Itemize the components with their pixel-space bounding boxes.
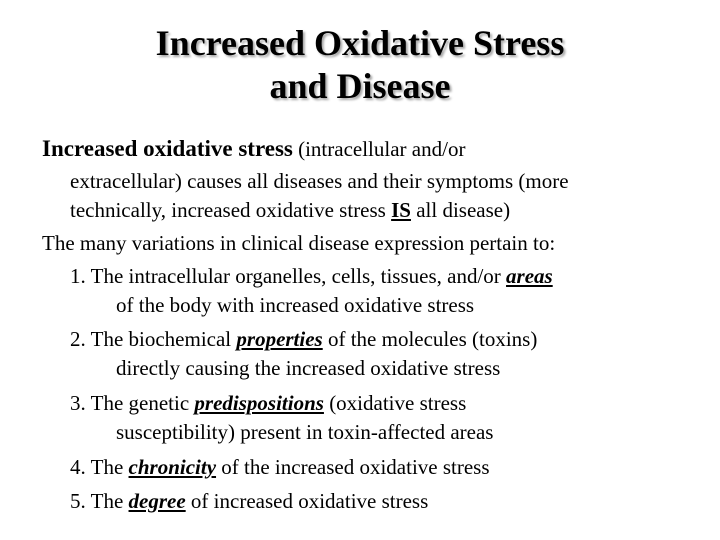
slide-title [0, 22, 720, 108]
list-item-3-text-post: (oxidative stress [323, 391, 467, 415]
list-item-3-line-2: susceptibility) present in toxin-affected areas [116, 420, 494, 444]
list-item-1-text: 1. The intracellular organelles, cells, tissues, and/or [70, 264, 507, 288]
list-item-3-text: 3. The genetic [70, 391, 195, 415]
list-item-2-text-post: of the molecules (toxins) [322, 327, 538, 351]
list-item-4-text: 4. The [70, 455, 129, 479]
title-line-1: Increased Oxidative Stress [155, 23, 565, 63]
emphasis-properties: properties [236, 327, 323, 351]
paragraph-1-line-1 [42, 136, 465, 162]
emphasis-predispositions: predispositions [194, 391, 324, 415]
list-item-5 [70, 488, 428, 514]
paragraph-1-line-2: extracellular) causes all diseases and their symptoms (more [70, 169, 569, 193]
emphasis-chronicity: chronicity [128, 455, 217, 479]
list-item-4 [70, 454, 490, 480]
list-item-2-text: 2. The biochemical [70, 327, 237, 351]
list-item-1-line-2: of the body with increased oxidative stress [116, 293, 475, 317]
emphasis-is: IS [391, 198, 411, 222]
paragraph-1-line-3-pre: technically, increased oxidative stress [70, 198, 392, 222]
title-line-2: and Disease [269, 66, 451, 106]
list-item-1-line-1 [70, 263, 553, 289]
emphasis-areas: areas [506, 264, 553, 288]
list-item-3-line-1 [70, 390, 466, 416]
list-item-2-line-2: directly causing the increased oxidative stress [116, 356, 501, 380]
emphasis-degree: degree [128, 489, 186, 513]
paragraph-1-lead: Increased oxidative stress [42, 136, 293, 161]
list-item-2-line-1 [70, 326, 537, 352]
list-item-5-text: 5. The [70, 489, 129, 513]
paragraph-1-line-3 [70, 197, 510, 223]
paragraph-2: The many variations in clinical disease expression pertain to: [42, 231, 556, 255]
paragraph-1-lead-rest: (intracellular and/or [292, 137, 466, 161]
list-item-5-text-post: of increased oxidative stress [185, 489, 429, 513]
paragraph-1-line-3-post: all disease) [410, 198, 511, 222]
list-item-4-text-post: of the increased oxidative stress [216, 455, 490, 479]
